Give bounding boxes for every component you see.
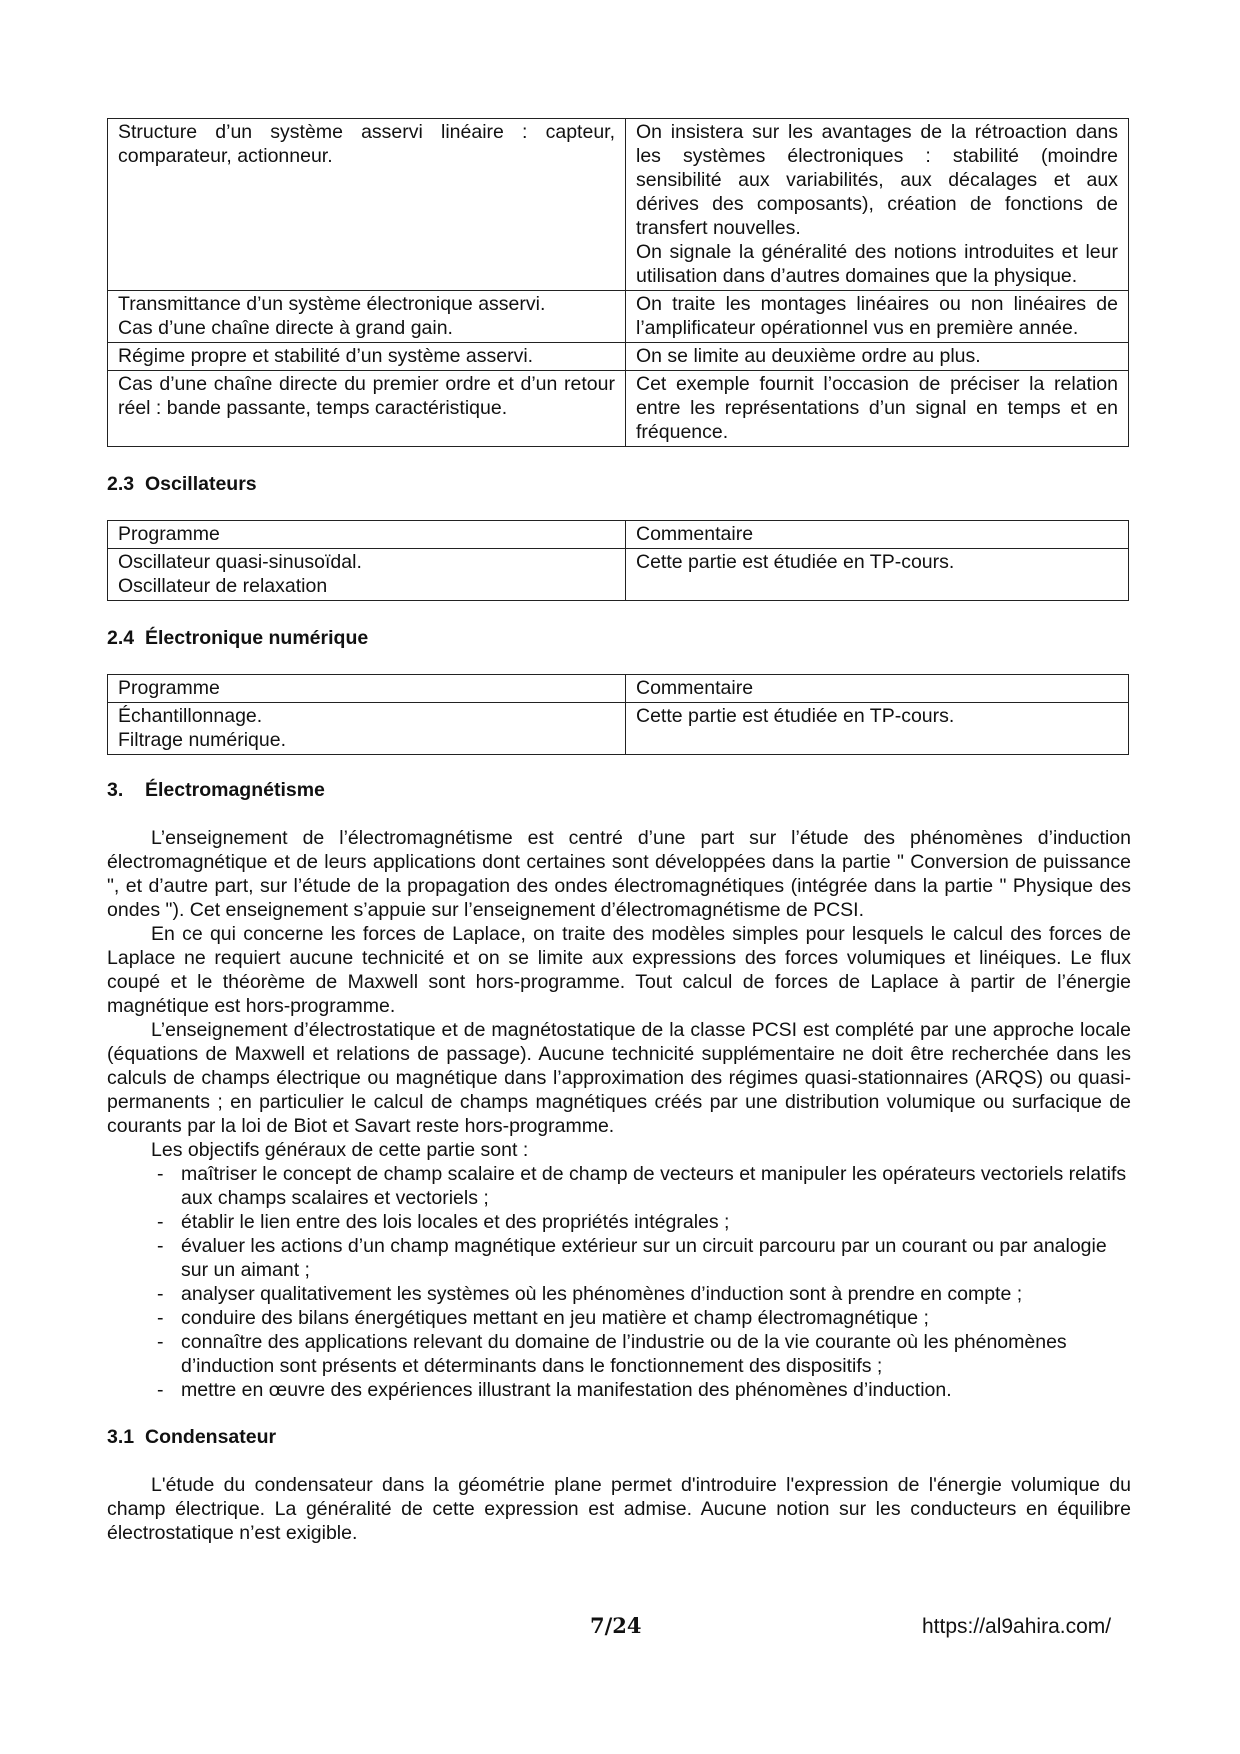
table-row — [108, 343, 1129, 371]
objectives-list — [107, 1162, 1131, 1402]
section-heading-2-4: 2.4 Électronique numérique — [107, 627, 369, 649]
page-number: 7/24 — [590, 1613, 642, 1638]
oscillateurs-table — [107, 520, 1129, 601]
program-cell: Transmittance d’un système électronique asservi. Cas d’une chaîne directe à grand gain. — [108, 291, 626, 343]
table-row — [108, 291, 1129, 343]
asservi-table — [107, 118, 1129, 447]
header-comment: Commentaire — [626, 521, 1129, 549]
program-cell: Régime propre et stabilité d’un système asservi. — [108, 343, 626, 371]
header-program: Programme — [108, 521, 626, 549]
header-comment: Commentaire — [626, 675, 1129, 703]
list-item: - analyser qualitativement les systèmes où les phénomènes d’induction sont à prendre en compte ; — [157, 1283, 1023, 1305]
list-item: - connaître des applications relevant du domaine de l’industrie ou de la vie courante où les phénomènes d’induction sont présents et déterminants dans le fonctionnement des dispositifs ; — [157, 1331, 1067, 1377]
section-heading-3: 3. Électromagnétisme — [107, 779, 325, 801]
table-row — [108, 703, 1129, 755]
comment-cell: Cette partie est étudiée en TP-cours. — [626, 549, 1129, 601]
program-cell: Structure d’un système asservi linéaire : capteur, comparateur, actionneur. — [108, 119, 626, 291]
header-program: Programme — [108, 675, 626, 703]
program-cell: Échantillonnage. Filtrage numérique. — [108, 703, 626, 755]
numerique-table — [107, 674, 1129, 755]
footer-url-link[interactable]: https://al9ahira.com/ — [922, 1615, 1112, 1638]
section-heading-2-3: 2.3 Oscillateurs — [107, 473, 257, 495]
list-item: - établir le lien entre des lois locales et des propriétés intégrales ; — [157, 1211, 730, 1233]
comment-cell: On se limite au deuxième ordre au plus. — [626, 343, 1129, 371]
comment-cell: On insistera sur les avantages de la rétroaction dans les systèmes électroniques : stabilité (moindre sensibilité aux variabilités, aux décalages et aux dérives des composants), création de fonctions de transfert nouvelles. On signale la généralité des notions introduites et leur utilisation dans d’autres domaines que la physique. — [626, 119, 1129, 291]
paragraph: L’enseignement d’électrostatique et de magnétostatique de la classe PCSI est complété par une approche locale (équations de Maxwell et relations de passage). Aucune technicité supplémentaire ne doit être recherchée dans les calculs de champs électrique ou magnétique dans l’approximation des régimes quasi-stationnaires (ARQS) ou quasi-permanents ; en particulier le calcul de champs magnétiques créés par une distribution volumique ou surfacique de courants par la loi de Biot et Savart reste hors-programme. — [107, 1019, 1131, 1137]
comment-cell: Cette partie est étudiée en TP-cours. — [626, 703, 1129, 755]
document-page — [107, 118, 1131, 1545]
list-item: - évaluer les actions d’un champ magnétique extérieur sur un circuit parcouru par un courant ou par analogie sur un aimant ; — [157, 1235, 1107, 1281]
table-row — [108, 371, 1129, 447]
paragraph: L’enseignement de l’électromagnétisme est centré d’une part sur l’étude des phénomènes d’induction électromagnétique et de leurs applications dont certaines sont développées dans la partie " Conversion de puissance ", et d’autre part, sur l’étude de la propagation des ondes électromagnétiques (intégrée dans la partie " Physique des ondes "). Cet enseignement s’appuie sur l’enseignement d’électromagnétisme de PCSI. — [107, 827, 1131, 921]
table-header-row — [108, 521, 1129, 549]
section-3-body — [107, 826, 1131, 1402]
comment-cell: On traite les montages linéaires ou non linéaires de l’amplificateur opérationnel vus en première année. — [626, 291, 1129, 343]
section-heading-3-1: 3.1 Condensateur — [107, 1426, 277, 1448]
paragraph: En ce qui concerne les forces de Laplace, on traite des modèles simples pour lesquels le calcul des forces de Laplace ne requiert aucune technicité et on se limite aux expressions des forces volumiques et linéiques. Le flux coupé et le théorème de Maxwell sont hors-programme. Tout calcul de forces de Laplace à partir de l’énergie magnétique est hors-programme. — [107, 923, 1131, 1017]
paragraph: L'étude du condensateur dans la géométrie plane permet d'introduire l'expression de l'énergie volumique du champ électrique. La généralité de cette expression est admise. Aucune notion sur les conducteurs en équilibre électrostatique n’est exigible. — [107, 1474, 1131, 1544]
comment-cell: Cet exemple fournit l’occasion de préciser la relation entre les représentations d’un signal en temps et en fréquence. — [626, 371, 1129, 447]
program-cell: Cas d’une chaîne directe du premier ordre et d’un retour réel : bande passante, temps caractéristique. — [108, 371, 626, 447]
list-item: - conduire des bilans énergétiques mettant en jeu matière et champ électromagnétique ; — [157, 1307, 929, 1329]
list-item: - maîtriser le concept de champ scalaire et de champ de vecteurs et manipuler les opérateurs vectoriels relatifs aux champs scalaires et vectoriels ; — [157, 1163, 1127, 1209]
table-row — [108, 549, 1129, 601]
program-cell: Oscillateur quasi-sinusoïdal. Oscillateur de relaxation — [108, 549, 626, 601]
paragraph: Les objectifs généraux de cette partie sont : — [151, 1139, 529, 1161]
table-header-row — [108, 675, 1129, 703]
table-row — [108, 119, 1129, 291]
list-item: - mettre en œuvre des expériences illustrant la manifestation des phénomènes d’induction. — [157, 1379, 952, 1401]
